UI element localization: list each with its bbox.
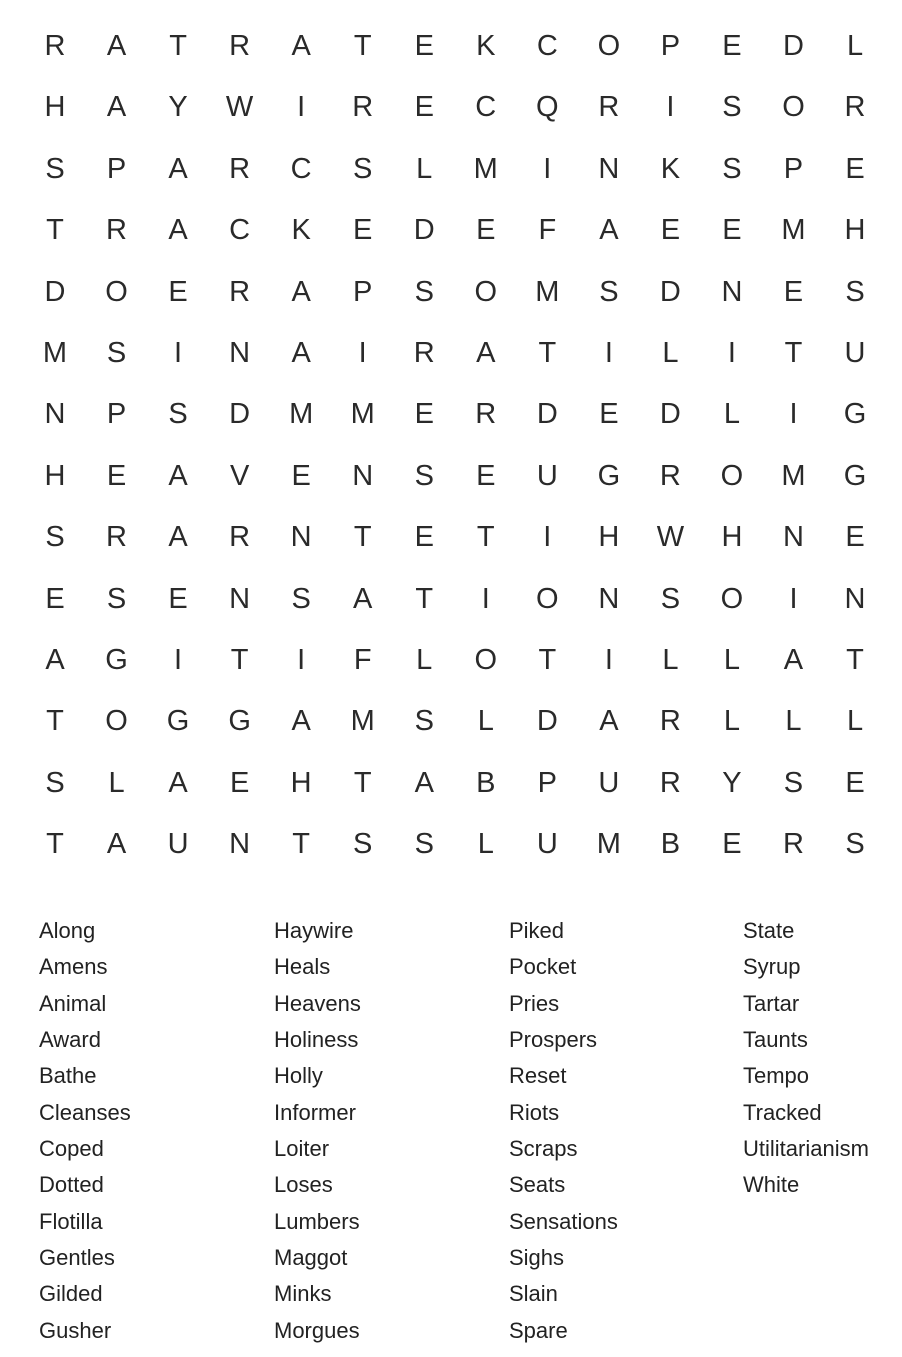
grid-cell[interactable]: L — [477, 828, 494, 861]
grid-cell[interactable]: U — [598, 766, 620, 799]
grid-cell[interactable]: L — [662, 337, 679, 369]
grid-cell[interactable]: L — [723, 705, 740, 738]
grid-cell[interactable]: I — [604, 337, 613, 369]
grid-cell[interactable]: F — [353, 644, 372, 676]
grid-cell[interactable]: S — [599, 275, 619, 308]
grid-cell[interactable]: R — [659, 705, 681, 738]
grid-cell[interactable]: A — [783, 644, 804, 676]
word-list-item: Coped — [39, 1135, 104, 1161]
grid-cell[interactable]: S — [414, 828, 434, 861]
grid-cell[interactable]: D — [413, 214, 435, 247]
grid-cell[interactable]: T — [353, 521, 372, 554]
word-list-item: Pries — [509, 990, 560, 1016]
grid-cell[interactable]: T — [784, 337, 803, 369]
word-list-item: Riots — [509, 1099, 560, 1125]
grid-cell[interactable]: D — [536, 705, 558, 738]
grid-cell[interactable]: A — [106, 828, 127, 861]
grid-cell[interactable]: N — [598, 152, 620, 185]
grid-cell[interactable]: A — [106, 30, 127, 62]
grid-cell[interactable]: E — [414, 521, 434, 554]
grid-cell[interactable]: T — [292, 828, 311, 861]
word-list-item: Syrup — [743, 954, 801, 980]
word-list-item: Informer — [274, 1099, 356, 1125]
grid-cell[interactable]: H — [598, 521, 620, 554]
grid-cell[interactable]: L — [846, 705, 864, 738]
grid-cell[interactable]: O — [720, 459, 744, 492]
grid-cell[interactable]: P — [783, 152, 804, 185]
grid-cell[interactable]: M — [350, 705, 375, 738]
grid-cell[interactable]: E — [353, 214, 373, 247]
grid-cell[interactable]: R — [659, 766, 681, 799]
grid-cell[interactable]: L — [785, 705, 802, 738]
grid-cell[interactable]: I — [727, 337, 736, 369]
grid-cell[interactable]: I — [789, 582, 798, 615]
grid-cell[interactable]: R — [782, 828, 804, 861]
grid-cell[interactable]: I — [604, 644, 613, 676]
grid-cell[interactable]: A — [599, 705, 619, 738]
word-list-item: Seats — [509, 1172, 566, 1198]
word-list-item: Holiness — [274, 1026, 359, 1052]
word-list-item: Gusher — [39, 1317, 112, 1343]
word-list-item: Utilitarianism — [743, 1135, 869, 1161]
grid-cell[interactable]: S — [106, 582, 127, 615]
grid-cell[interactable]: G — [228, 705, 251, 738]
grid-cell[interactable]: P — [353, 275, 373, 308]
grid-cell[interactable]: C — [475, 91, 497, 124]
grid-cell[interactable]: F — [538, 214, 557, 247]
grid-cell[interactable]: I — [174, 644, 183, 676]
grid-cell[interactable]: D — [536, 398, 558, 431]
grid-cell[interactable]: O — [105, 705, 128, 738]
grid-cell[interactable]: T — [476, 521, 495, 554]
grid-cell[interactable]: M — [535, 275, 560, 308]
grid-cell[interactable]: E — [599, 398, 619, 431]
grid-cell[interactable]: S — [845, 275, 865, 308]
grid-cell[interactable]: N — [352, 459, 374, 492]
word-list-item: Lumbers — [274, 1208, 360, 1234]
grid-cell[interactable]: S — [845, 828, 865, 861]
grid-cell[interactable]: R — [44, 30, 66, 62]
grid-cell[interactable]: L — [662, 644, 679, 676]
grid-cell[interactable]: I — [481, 582, 490, 615]
grid-cell[interactable]: H — [290, 766, 312, 799]
grid-cell[interactable]: O — [536, 582, 559, 615]
word-list-item: Sighs — [509, 1244, 565, 1270]
grid-cell[interactable]: A — [168, 214, 188, 247]
grid-cell[interactable]: P — [660, 30, 681, 62]
grid-cell[interactable]: I — [666, 91, 675, 124]
word-list-item: Sensations — [509, 1208, 618, 1234]
grid-cell[interactable]: A — [291, 337, 311, 369]
grid-cell[interactable]: N — [721, 275, 743, 308]
grid-cell[interactable]: H — [844, 214, 866, 247]
word-list-item: Heals — [274, 954, 331, 980]
grid-cell[interactable]: Y — [722, 766, 742, 799]
grid-cell[interactable]: S — [45, 152, 65, 185]
word-list-item: Along — [39, 918, 96, 943]
grid-cell[interactable]: S — [168, 398, 188, 431]
grid-cell[interactable]: M — [781, 214, 806, 247]
word-list-item: Slain — [509, 1281, 558, 1307]
word-list-item: Maggot — [274, 1244, 348, 1270]
grid-cell[interactable]: S — [353, 828, 373, 861]
grid-cell[interactable]: N — [229, 337, 251, 369]
grid-cell[interactable]: S — [353, 152, 373, 185]
grid-cell[interactable]: S — [414, 275, 434, 308]
grid-cell[interactable]: I — [789, 398, 798, 431]
grid-cell[interactable]: W — [656, 521, 685, 554]
grid-cell[interactable]: T — [46, 214, 64, 247]
grid-cell[interactable]: E — [783, 275, 804, 308]
grid-cell[interactable]: G — [843, 459, 867, 492]
grid-cell[interactable]: A — [291, 705, 311, 738]
word-list-item: Pocket — [509, 954, 577, 980]
grid-cell[interactable]: S — [722, 91, 742, 124]
word-list-item: Bathe — [39, 1063, 97, 1089]
grid-cell[interactable]: R — [106, 521, 127, 554]
word-list-item: White — [743, 1172, 800, 1198]
grid-cell[interactable]: P — [106, 398, 127, 431]
grid-cell[interactable]: R — [229, 152, 251, 185]
grid-cell[interactable]: T — [46, 705, 64, 738]
word-list-item: Holly — [274, 1063, 323, 1089]
grid-cell[interactable]: U — [167, 828, 189, 861]
grid-cell[interactable]: L — [477, 705, 494, 738]
grid-cell[interactable]: E — [845, 766, 865, 799]
grid-cell[interactable]: A — [599, 214, 619, 247]
grid-cell[interactable]: E — [845, 152, 865, 185]
grid-cell[interactable]: T — [46, 828, 64, 861]
grid-cell[interactable]: R — [598, 91, 620, 124]
grid-cell[interactable]: N — [290, 521, 312, 554]
grid-cell[interactable]: E — [291, 459, 311, 492]
word-list-item: Taunts — [743, 1026, 808, 1052]
grid-cell[interactable]: Y — [168, 91, 188, 124]
grid-cell[interactable]: T — [846, 644, 864, 676]
grid-cell[interactable]: D — [44, 275, 66, 308]
word-list-item: Morgues — [274, 1317, 360, 1343]
grid-cell[interactable]: D — [229, 398, 251, 431]
grid-cell[interactable]: S — [45, 766, 65, 799]
grid-cell[interactable]: C — [290, 152, 312, 185]
grid-cell[interactable]: G — [597, 459, 621, 492]
grid-cell[interactable]: C — [536, 30, 558, 62]
grid-cell[interactable]: C — [229, 214, 251, 247]
grid-cell[interactable]: H — [721, 521, 743, 554]
grid-cell[interactable]: T — [538, 337, 557, 369]
word-column-4 — [743, 913, 902, 1204]
grid-cell[interactable]: M — [596, 828, 621, 861]
grid-cell[interactable]: I — [297, 91, 306, 124]
word-list-item: Heavens — [274, 990, 361, 1016]
grid-cell[interactable]: M — [42, 337, 68, 369]
grid-cell[interactable]: A — [476, 337, 496, 369]
grid-cell[interactable]: M — [473, 152, 498, 185]
grid-cell[interactable]: K — [476, 30, 496, 62]
word-list-item: Animal — [39, 990, 107, 1016]
grid-cell[interactable]: S — [106, 337, 127, 369]
grid-cell[interactable]: S — [45, 521, 65, 554]
grid-cell[interactable]: A — [291, 30, 311, 62]
grid-cell[interactable]: H — [44, 91, 66, 124]
grid-cell[interactable]: A — [168, 521, 188, 554]
word-list-item: State — [743, 918, 795, 943]
word-list-item: Loses — [274, 1172, 333, 1198]
grid-cell[interactable]: M — [350, 398, 375, 431]
grid-cell[interactable]: L — [723, 644, 740, 676]
grid-cell[interactable]: L — [416, 644, 433, 676]
grid-cell[interactable]: E — [476, 459, 496, 492]
grid-cell[interactable]: T — [230, 644, 249, 676]
grid-cell[interactable]: W — [225, 91, 254, 124]
grid-cell[interactable]: R — [106, 214, 127, 247]
grid-cell[interactable]: M — [289, 398, 314, 431]
grid-cell[interactable]: E — [229, 766, 250, 799]
grid-cell[interactable]: A — [291, 275, 311, 308]
grid-cell[interactable]: P — [537, 766, 557, 799]
word-list-item: Piked — [509, 918, 565, 943]
word-list-item: Loiter — [274, 1135, 330, 1161]
grid-cell[interactable]: A — [168, 152, 188, 185]
word-column-3 — [509, 913, 739, 1349]
grid-cell[interactable]: E — [722, 828, 742, 861]
grid-cell[interactable]: S — [783, 766, 804, 799]
grid-cell[interactable]: R — [413, 337, 435, 369]
grid-cell[interactable]: S — [414, 705, 434, 738]
grid-cell[interactable]: T — [538, 644, 557, 676]
grid-cell[interactable]: T — [353, 30, 372, 62]
grid-cell[interactable]: E — [168, 275, 188, 308]
grid-cell[interactable]: A — [168, 459, 188, 492]
grid-cell[interactable]: Q — [536, 91, 559, 124]
word-list-item: Minks — [274, 1281, 332, 1307]
word-list-item: Gilded — [39, 1281, 103, 1307]
grid-cell[interactable]: E — [660, 214, 681, 247]
word-list-item: Gentles — [39, 1244, 115, 1270]
grid-cell[interactable]: N — [598, 582, 620, 615]
word-list-item: Scraps — [509, 1135, 578, 1161]
grid-cell[interactable]: D — [782, 30, 804, 62]
grid-cell[interactable]: O — [474, 275, 498, 308]
grid-cell[interactable]: O — [474, 644, 498, 676]
grid-cell[interactable]: A — [168, 766, 188, 799]
grid-cell[interactable]: O — [782, 91, 805, 124]
grid-cell[interactable]: R — [844, 91, 866, 124]
grid-cell[interactable]: E — [476, 214, 496, 247]
word-list-item: Amens — [39, 954, 108, 980]
grid-cell[interactable]: P — [106, 152, 127, 185]
grid-cell[interactable]: K — [660, 152, 681, 185]
grid-cell[interactable]: S — [722, 152, 742, 185]
grid-cell[interactable]: L — [723, 398, 740, 431]
word-list-item: Cleanses — [39, 1099, 131, 1125]
grid-cell[interactable]: I — [543, 521, 552, 554]
grid-cell[interactable]: K — [291, 214, 311, 247]
word-list-item: Spare — [509, 1317, 568, 1343]
word-list-item: Reset — [509, 1063, 567, 1089]
grid-cell[interactable]: E — [414, 91, 434, 124]
grid-cell[interactable]: G — [105, 644, 128, 676]
grid-cell[interactable]: L — [108, 766, 125, 799]
grid-cell[interactable]: E — [106, 459, 127, 492]
grid-cell[interactable]: H — [44, 459, 66, 492]
grid-cell[interactable]: B — [476, 766, 496, 799]
grid-cell[interactable]: I — [174, 337, 183, 369]
grid-cell[interactable]: L — [846, 30, 864, 62]
grid-cell[interactable]: A — [45, 644, 65, 676]
grid-cell[interactable]: V — [229, 459, 250, 492]
grid-cell[interactable]: N — [229, 828, 251, 861]
grid-cell[interactable]: U — [536, 828, 558, 861]
grid-cell[interactable]: G — [843, 398, 867, 431]
grid-cell[interactable]: A — [106, 91, 127, 124]
grid-cell[interactable]: G — [166, 705, 190, 738]
grid-cell[interactable]: T — [353, 766, 372, 799]
grid-cell[interactable]: S — [660, 582, 681, 615]
word-list-item: Award — [39, 1026, 101, 1052]
grid-cell[interactable]: I — [358, 337, 367, 369]
word-list-item: Flotilla — [39, 1208, 103, 1234]
grid-cell[interactable]: N — [844, 582, 866, 615]
grid-cell[interactable]: E — [414, 398, 434, 431]
grid-cell[interactable]: E — [414, 30, 434, 62]
grid-cell[interactable]: D — [659, 398, 681, 431]
grid-cell[interactable]: R — [229, 275, 251, 308]
grid-cell[interactable]: I — [297, 644, 306, 676]
grid-cell[interactable]: M — [781, 459, 806, 492]
grid-cell[interactable]: R — [352, 91, 374, 124]
grid-cell[interactable]: E — [722, 30, 742, 62]
word-list-item: Tartar — [743, 990, 800, 1016]
word-list — [0, 913, 902, 1353]
word-list-item: Tempo — [743, 1063, 810, 1089]
grid-cell[interactable]: D — [659, 275, 681, 308]
grid-cell[interactable]: L — [416, 152, 433, 185]
grid-cell[interactable]: R — [475, 398, 497, 431]
grid-cell[interactable]: O — [105, 275, 128, 308]
word-column-1 — [39, 913, 269, 1349]
grid-cell[interactable]: O — [720, 582, 744, 615]
grid-cell[interactable]: E — [722, 214, 742, 247]
grid-cell[interactable]: O — [597, 30, 621, 62]
grid-cell[interactable]: U — [844, 337, 866, 369]
grid-cell[interactable]: R — [659, 459, 681, 492]
word-list-item: Haywire — [274, 918, 354, 943]
grid-cell[interactable]: E — [168, 582, 188, 615]
grid-cell[interactable]: A — [414, 766, 434, 799]
grid-cell[interactable]: E — [45, 582, 65, 615]
word-list-item: Tracked — [743, 1099, 822, 1125]
word-list-item: Dotted — [39, 1172, 104, 1198]
grid-cell[interactable]: S — [291, 582, 311, 615]
grid-cell[interactable]: N — [44, 398, 66, 431]
grid-cell[interactable]: U — [536, 459, 558, 492]
word-list-item: Prospers — [509, 1026, 598, 1052]
grid-cell[interactable]: T — [415, 582, 434, 615]
grid-cell[interactable]: N — [782, 521, 804, 554]
grid-cell[interactable]: S — [414, 459, 434, 492]
grid-cell[interactable]: R — [229, 30, 251, 62]
grid-cell[interactable]: N — [229, 582, 251, 615]
grid-cell[interactable]: A — [353, 582, 373, 615]
word-column-2 — [274, 913, 504, 1349]
grid-cell[interactable]: E — [845, 521, 865, 554]
grid-cell[interactable]: T — [169, 30, 187, 62]
grid-cell[interactable]: B — [660, 828, 681, 861]
grid-cell[interactable]: I — [543, 152, 552, 185]
grid-cell[interactable]: R — [229, 521, 251, 554]
